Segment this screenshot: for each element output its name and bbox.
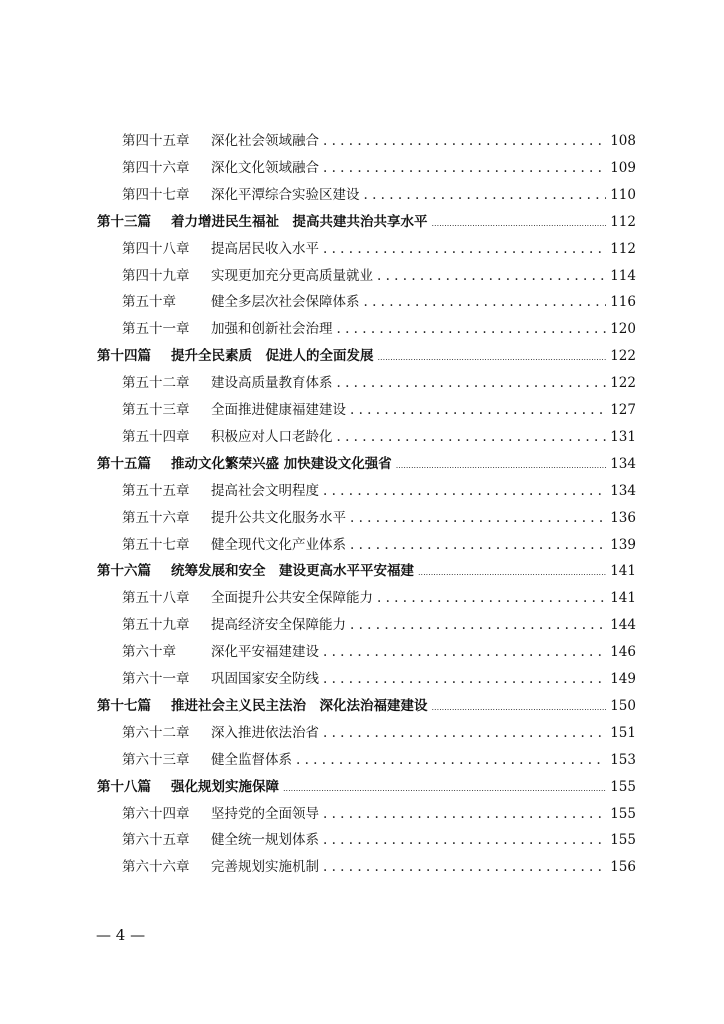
toc-entry-page: 151 <box>610 724 636 741</box>
dot-leader <box>377 263 606 289</box>
toc-entry-number: 第五十七章 <box>122 536 190 553</box>
toc-entry-title: 巩固国家安全防线 <box>211 671 319 687</box>
dot-leader <box>323 801 606 827</box>
toc-chapter-entry <box>122 747 636 773</box>
toc-chapter-entry <box>122 128 636 154</box>
toc-entry-number: 第五十五章 <box>122 482 190 499</box>
dot-leader <box>364 289 607 315</box>
dot-leader <box>364 182 607 208</box>
toc-entry-number: 第六十一章 <box>122 671 190 687</box>
toc-entry-number: 第五十四章 <box>122 428 190 445</box>
toc-entry-number: 第五十一章 <box>122 321 190 338</box>
dot-leader <box>323 128 606 154</box>
toc-entry-page: 141 <box>610 590 636 607</box>
dot-leader <box>323 478 606 504</box>
toc-entry-title: 健全多层次社会保障体系 <box>211 294 360 311</box>
toc-part-entry <box>97 774 636 800</box>
toc-entry-number: 第四十六章 <box>122 159 190 176</box>
toc-entry-page: 112 <box>610 213 636 230</box>
dot-leader <box>418 560 606 586</box>
dot-leader <box>432 211 607 237</box>
toc-chapter-entry <box>122 370 636 396</box>
toc-entry-page: 127 <box>610 402 636 418</box>
dot-leader <box>350 397 606 423</box>
toc-entry-title: 推进社会主义民主法治 深化法治福建建设 <box>171 697 428 714</box>
toc-entry-title: 强化规划实施保障 <box>171 778 279 795</box>
toc-chapter-entry <box>122 263 636 289</box>
dot-leader <box>378 345 607 371</box>
toc-entry-number: 第六十六章 <box>122 859 190 876</box>
toc-part-entry <box>97 693 636 719</box>
toc-chapter-entry <box>122 397 636 423</box>
toc-entry-page: 120 <box>610 321 636 338</box>
toc-entry-page: 122 <box>610 375 636 392</box>
toc-entry-page: 122 <box>610 348 636 365</box>
toc-entry-number: 第十五篇 <box>97 455 151 472</box>
toc-chapter-entry <box>122 827 636 853</box>
toc-entry-page: 155 <box>610 778 636 795</box>
toc-entry-page: 156 <box>610 859 636 876</box>
toc-chapter-entry <box>122 316 636 342</box>
toc-chapter-entry <box>122 505 636 531</box>
dot-leader <box>350 532 606 558</box>
toc-entry-title: 全面提升公共安全保障能力 <box>211 590 373 607</box>
toc-entry-number: 第四十五章 <box>122 133 190 149</box>
dot-leader <box>323 827 606 853</box>
toc-entry-page: 141 <box>610 563 636 580</box>
toc-entry-page: 139 <box>610 536 636 553</box>
dot-leader <box>323 666 606 692</box>
toc-chapter-entry <box>122 639 636 665</box>
toc-entry-title: 提高社会文明程度 <box>211 482 319 499</box>
dot-leader <box>323 155 606 181</box>
toc-part-entry <box>97 343 636 369</box>
toc-entry-page: 108 <box>610 133 636 149</box>
toc-entry-page: 155 <box>610 805 636 822</box>
dot-leader <box>337 370 607 396</box>
toc-entry-title: 实现更加充分更高质量就业 <box>211 267 373 284</box>
toc-entry-title: 深入推进依法治省 <box>211 724 319 741</box>
toc-entry-page: 110 <box>610 186 636 203</box>
page-number-footer: — 4 — <box>96 926 146 944</box>
toc-entry-number: 第五十八章 <box>122 590 190 607</box>
toc-part-entry <box>97 209 636 235</box>
dot-leader <box>396 453 607 479</box>
toc-entry-number: 第五十九章 <box>122 617 190 634</box>
toc-entry-number: 第四十七章 <box>122 186 190 203</box>
toc-chapter-entry <box>122 666 636 692</box>
toc-entry-page: 114 <box>610 267 636 284</box>
toc-entry-title: 提升全民素质 促进人的全面发展 <box>171 348 374 365</box>
toc-chapter-entry <box>122 720 636 746</box>
toc-entry-title: 着力增进民生福祉 提高共建共治共享水平 <box>171 213 428 230</box>
toc-chapter-entry <box>122 289 636 315</box>
toc-entry-number: 第五十三章 <box>122 402 190 418</box>
toc-entry-title: 深化平潭综合实验区建设 <box>211 186 360 203</box>
toc-entry-number: 第六十章 <box>122 644 176 661</box>
toc-entry-title: 坚持党的全面领导 <box>211 805 319 822</box>
dot-leader <box>296 747 606 773</box>
toc-chapter-entry <box>122 532 636 558</box>
toc-entry-page: 134 <box>610 482 636 499</box>
toc-entry-title: 健全统一规划体系 <box>211 832 319 849</box>
toc-entry-number: 第五十二章 <box>122 375 190 392</box>
toc-entry-title: 全面推进健康福建建设 <box>211 402 346 418</box>
toc-entry-number: 第五十六章 <box>122 509 190 526</box>
toc-entry-title: 深化文化领域融合 <box>211 159 319 176</box>
toc-entry-number: 第十七篇 <box>97 697 151 714</box>
dot-leader <box>337 424 607 450</box>
dot-leader <box>323 236 606 262</box>
toc-entry-title: 提高经济安全保障能力 <box>211 617 346 634</box>
toc-entry-page: 150 <box>610 697 636 714</box>
toc-entry-number: 第五十章 <box>122 294 176 311</box>
toc-entry-number: 第六十四章 <box>122 805 190 822</box>
toc-entry-page: 134 <box>610 455 636 472</box>
toc-entry-title: 积极应对人口老龄化 <box>211 428 333 445</box>
dot-leader <box>283 776 606 802</box>
dot-leader <box>350 612 606 638</box>
toc-entry-page: 136 <box>610 509 636 526</box>
toc-entry-page: 116 <box>610 294 636 311</box>
toc-entry-number: 第四十八章 <box>122 240 190 257</box>
toc-chapter-entry <box>122 182 636 208</box>
dot-leader <box>323 639 606 665</box>
toc-entry-number: 第六十五章 <box>122 832 190 849</box>
toc-part-entry <box>97 558 636 584</box>
toc-chapter-entry <box>122 478 636 504</box>
toc-chapter-entry <box>122 424 636 450</box>
toc-part-entry <box>97 451 636 477</box>
toc-entry-number: 第六十二章 <box>122 724 190 741</box>
toc-entry-page: 144 <box>610 617 636 634</box>
toc-entry-title: 提升公共文化服务水平 <box>211 509 346 526</box>
toc-chapter-entry <box>122 236 636 262</box>
toc-entry-title: 推动文化繁荣兴盛 加快建设文化强省 <box>171 455 392 472</box>
toc-entry-page: 131 <box>610 428 636 445</box>
dot-leader <box>350 505 606 531</box>
dot-leader <box>337 316 607 342</box>
dot-leader <box>323 720 606 746</box>
toc-entry-title: 深化平安福建建设 <box>211 644 319 661</box>
toc-entry-page: 155 <box>610 832 636 849</box>
toc-entry-number: 第十八篇 <box>97 778 151 795</box>
toc-entry-number: 第六十三章 <box>122 751 190 768</box>
toc-entry-number: 第十四篇 <box>97 348 151 365</box>
toc-chapter-entry <box>122 155 636 181</box>
dot-leader <box>377 585 606 611</box>
dot-leader <box>432 695 607 721</box>
toc-entry-title: 提高居民收入水平 <box>211 240 319 257</box>
toc-chapter-entry <box>122 801 636 827</box>
toc-entry-title: 深化社会领域融合 <box>211 133 319 149</box>
toc-entry-page: 149 <box>610 671 636 687</box>
dot-leader <box>323 854 606 880</box>
toc-chapter-entry <box>122 612 636 638</box>
toc-entry-title: 加强和创新社会治理 <box>211 321 333 338</box>
toc-chapter-entry <box>122 854 636 880</box>
toc-entry-title: 建设高质量教育体系 <box>211 375 333 392</box>
toc-entry-title: 健全监督体系 <box>211 751 292 768</box>
toc-entry-page: 153 <box>610 751 636 768</box>
toc-entry-title: 统筹发展和安全 建设更高水平平安福建 <box>171 563 414 580</box>
toc-entry-page: 112 <box>610 240 636 257</box>
toc-entry-number: 第四十九章 <box>122 267 190 284</box>
toc-entry-number: 第十三篇 <box>97 213 151 230</box>
toc-entry-number: 第十六篇 <box>97 563 151 580</box>
toc-entry-title: 健全现代文化产业体系 <box>211 536 346 553</box>
toc-entry-page: 109 <box>610 159 636 176</box>
toc-chapter-entry <box>122 585 636 611</box>
toc-entry-page: 146 <box>610 644 636 661</box>
toc-entry-title: 完善规划实施机制 <box>211 859 319 876</box>
